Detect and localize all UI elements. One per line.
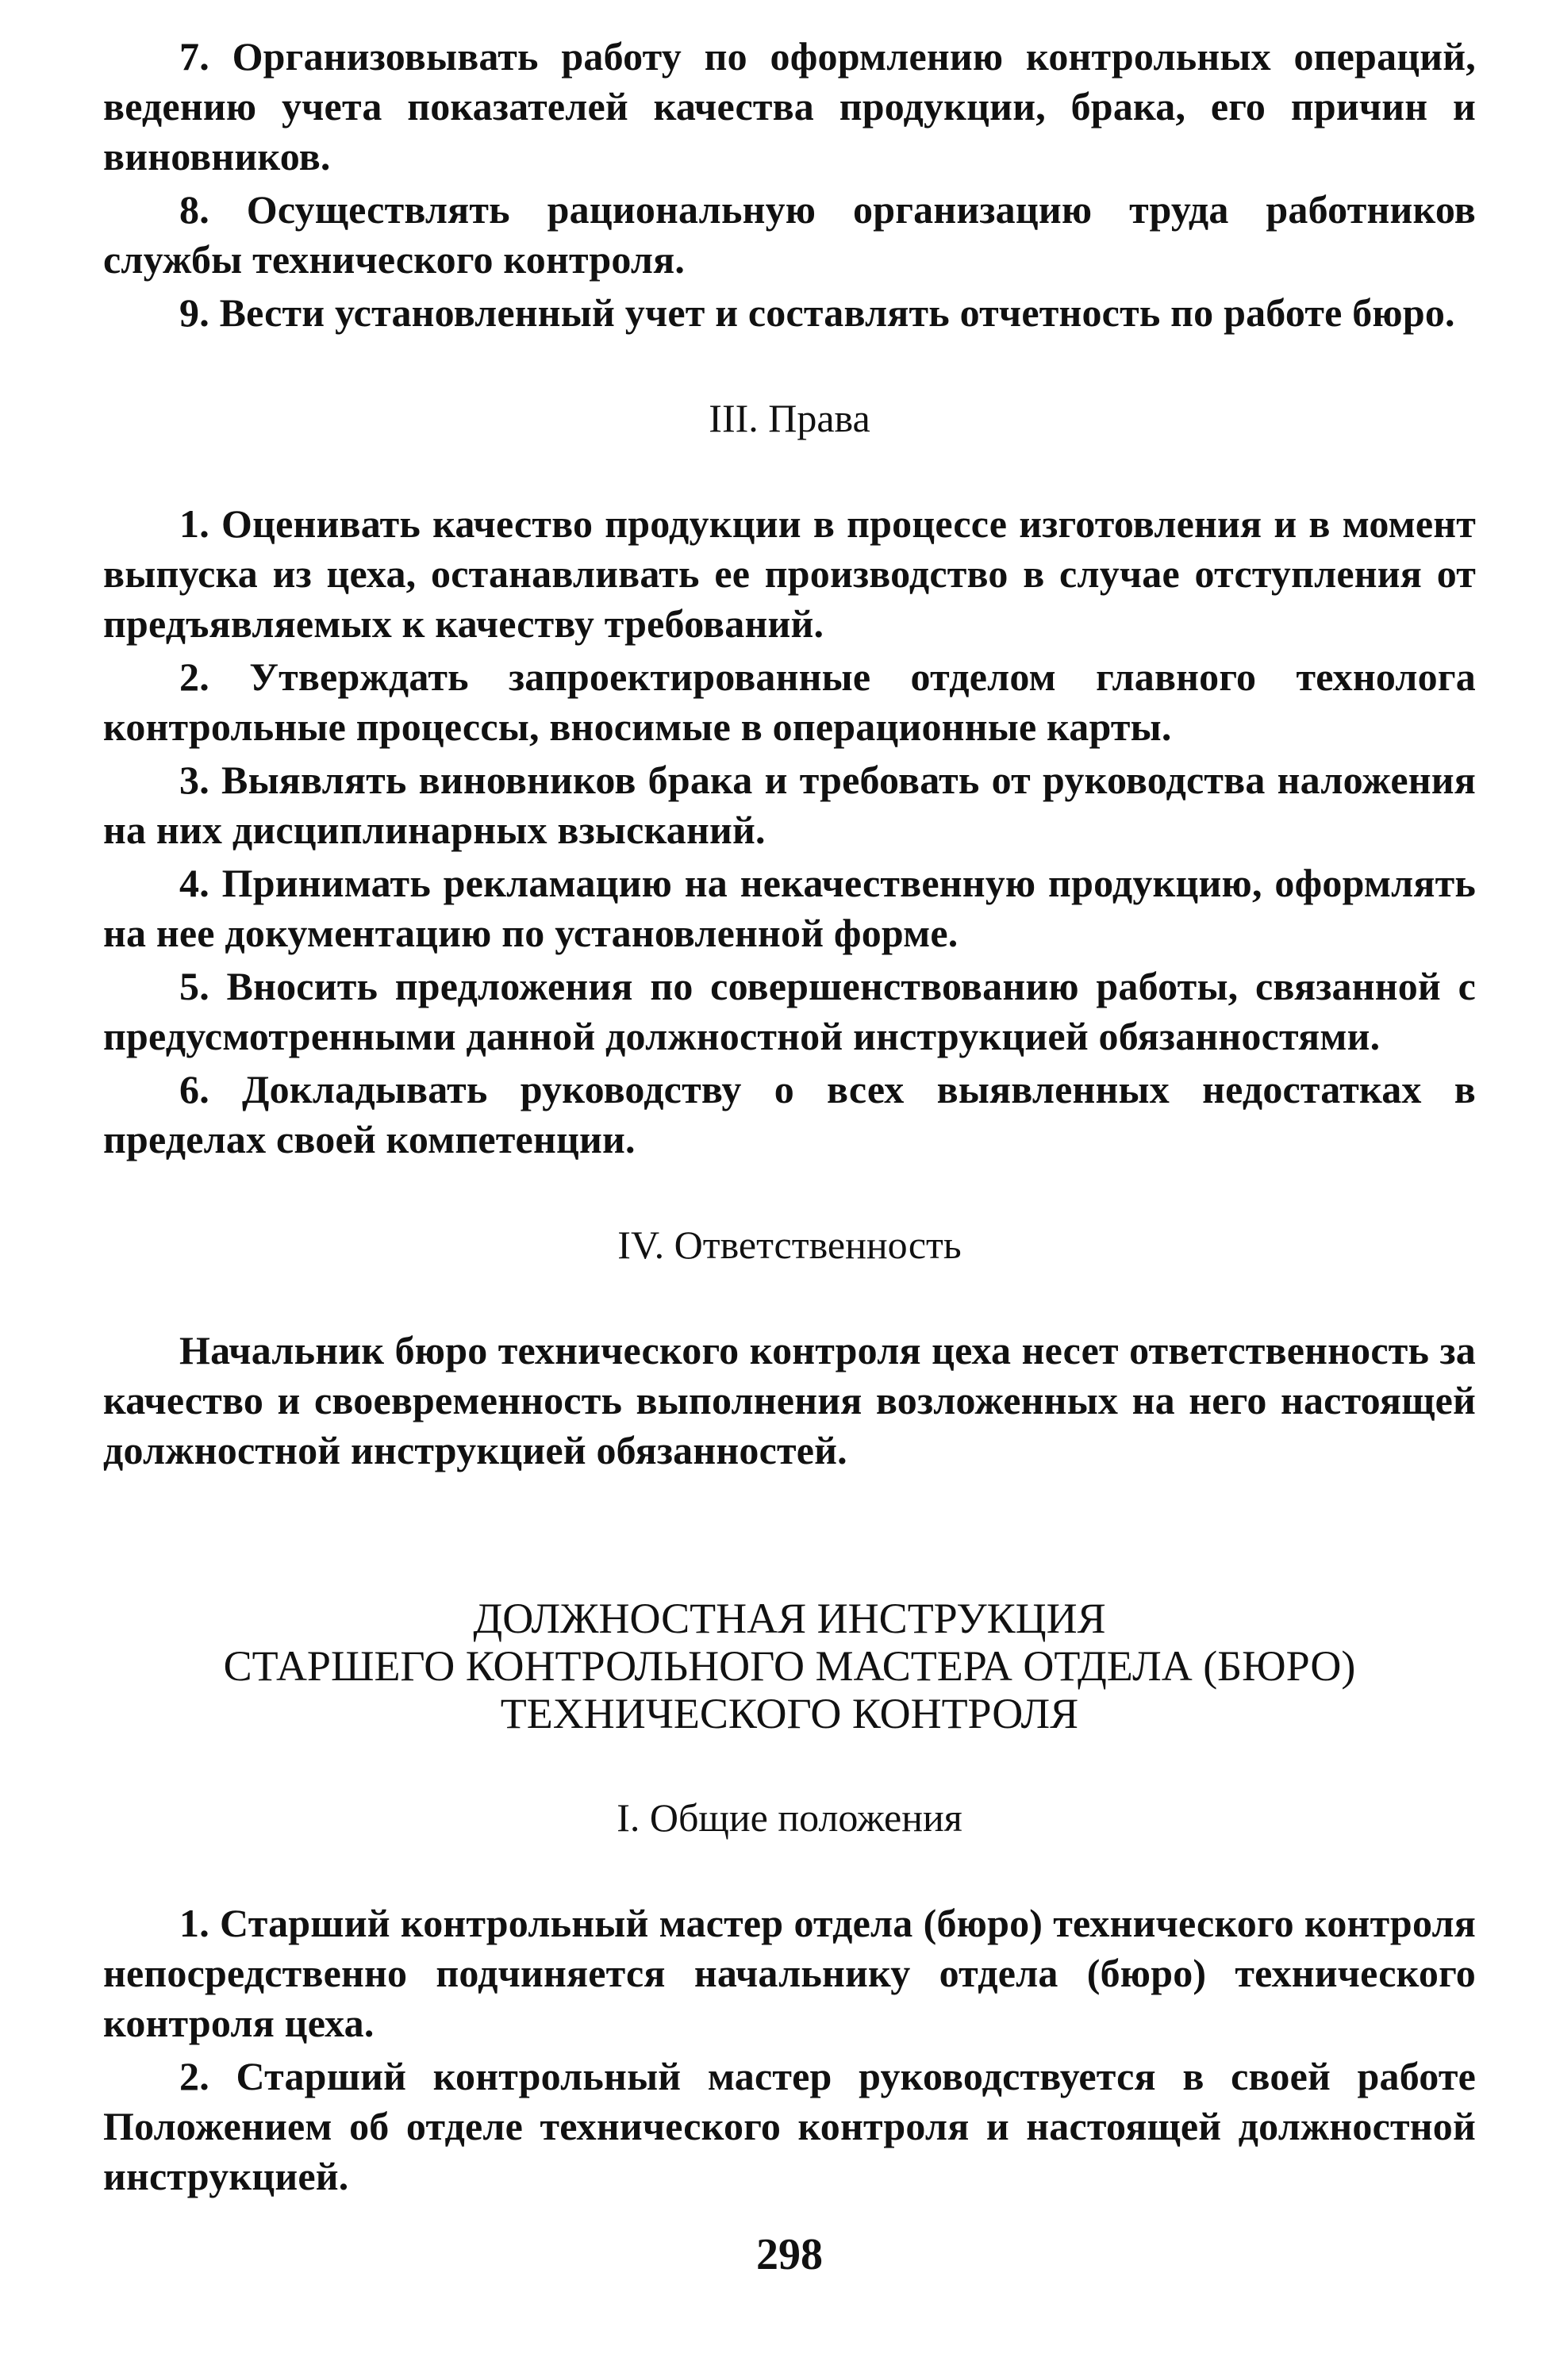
responsibility-text: Начальник бюро технического контроля цеха несет ответственность за качество и своевременность выполнения возложенных на него настоящей должностной инструкцией обязанностей. — [103, 1328, 1476, 1472]
rights-item-3: 3. Выявлять виновников брака и требовать от руководства наложения на них дисциплинарных взысканий. — [103, 758, 1476, 852]
rights-heading: III. Права — [709, 396, 870, 440]
document-title — [103, 1595, 1476, 1737]
duty-item-8: 8. Осуществлять рациональную организацию труда работников службы технического контроля. — [103, 187, 1476, 282]
responsibility-section — [103, 1220, 1476, 1476]
rights-item-6: 6. Докладывать руководству о всех выявленных недостатках в пределах своей компетенции. — [103, 1067, 1476, 1161]
new-instruction-section — [103, 1595, 1476, 2202]
responsibility-heading: IV. Ответственность — [617, 1223, 962, 1267]
rights-item-4: 4. Принимать рекламацию на некачественную продукцию, оформлять на нее документацию по установленной форме. — [103, 861, 1476, 955]
general-provisions-heading: I. Общие положения — [617, 1795, 962, 1840]
general-item-2: 2. Старший контрольный мастер руководствуется в своей работе Положением об отделе технического контроля и настоящей должностной инструкцией. — [103, 2054, 1476, 2198]
duty-item-9: 9. Вести установленный учет и составлять отчетность по работе бюро. — [179, 290, 1455, 335]
title-line-3: ТЕХНИЧЕСКОГО КОНТРОЛЯ — [500, 1690, 1079, 1737]
general-item-1: 1. Старший контрольный мастер отдела (бюро) технического контроля непосредственно подчиняется начальнику отдела (бюро) технического контроля цеха. — [103, 1901, 1476, 2045]
rights-item-1: 1. Оценивать качество продукции в процессе изготовления и в момент выпуска из цеха, останавливать ее производство в случае отступления от предъявляемых к качеству требований. — [103, 501, 1476, 646]
rights-section — [103, 393, 1476, 1165]
duties-continued-section — [103, 32, 1476, 338]
title-line-2: СТАРШЕГО КОНТРОЛЬНОГО МАСТЕРА ОТДЕЛА (БЮРО) — [223, 1642, 1356, 1690]
duty-item-7: 7. Организовывать работу по оформлению контрольных операций, ведению учета показателей качества продукции, брака, его причин и виновников. — [103, 34, 1476, 178]
rights-item-5: 5. Вносить предложения по совершенствованию работы, связанной с предусмотренными данной должностной инструкцией обязанностями. — [103, 964, 1476, 1058]
page-number: 298 — [756, 2230, 823, 2279]
document-page — [103, 32, 1476, 2348]
title-line-1: ДОЛЖНОСТНАЯ ИНСТРУКЦИЯ — [473, 1595, 1106, 1642]
rights-item-2: 2. Утверждать запроектированные отделом главного технолога контрольные процессы, вносимые в операционные карты. — [103, 654, 1476, 749]
